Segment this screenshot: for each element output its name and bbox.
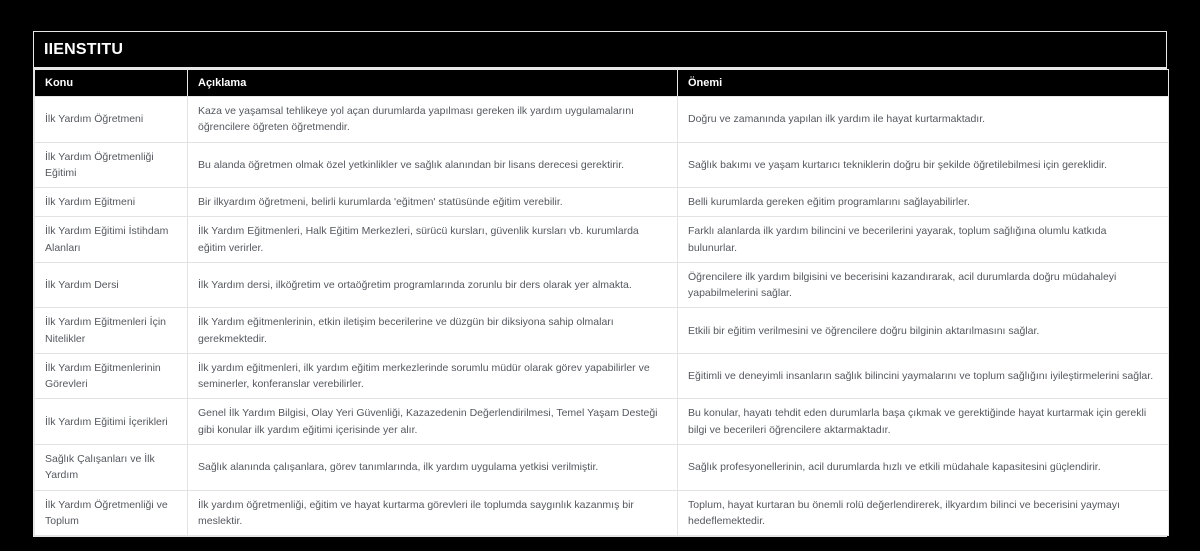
cell-konu: İlk Yardım Eğitmeni xyxy=(35,188,188,217)
cell-aciklama: İlk Yardım Eğitmenleri, Halk Eğitim Merkezleri, sürücü kursları, güvenlik kursları vb. kurumlarda eğitim verirler. xyxy=(188,217,678,263)
cell-konu: İlk Yardım Öğretmenliği ve Toplum xyxy=(35,490,188,536)
cell-onemi: Sağlık bakımı ve yaşam kurtarıcı tekniklerin doğru bir şekilde öğretilebilmesi için gereklidir. xyxy=(678,142,1169,188)
cell-konu: İlk Yardım Eğitmenleri İçin Nitelikler xyxy=(35,308,188,354)
table-panel xyxy=(33,31,1167,537)
cell-onemi: Farklı alanlarda ilk yardım bilincini ve becerilerini yayarak, toplum sağlığına olumlu katkıda bulunurlar. xyxy=(678,217,1169,263)
table-row xyxy=(35,353,1169,399)
table-row xyxy=(35,188,1169,217)
cell-aciklama: Bir ilkyardım öğretmeni, belirli kurumlarda 'eğitmen' statüsünde eğitim verebilir. xyxy=(188,188,678,217)
column-header-aciklama: Açıklama xyxy=(188,70,678,97)
table-title: IIENSTITU xyxy=(34,32,1166,69)
column-header-konu: Konu xyxy=(35,70,188,97)
info-table xyxy=(34,69,1169,536)
cell-aciklama: Sağlık alanında çalışanlara, görev tanımlarında, ilk yardım uygulama yetkisi verilmiştir. xyxy=(188,444,678,490)
column-header-onemi: Önemi xyxy=(678,70,1169,97)
cell-onemi: Sağlık profesyonellerinin, acil durumlarda hızlı ve etkili müdahale kapasitesini güçlendirir. xyxy=(678,444,1169,490)
cell-konu: İlk Yardım Dersi xyxy=(35,262,188,308)
table-row xyxy=(35,399,1169,445)
cell-konu: İlk Yardım Eğitimi İstihdam Alanları xyxy=(35,217,188,263)
table-row xyxy=(35,97,1169,143)
cell-aciklama: Kaza ve yaşamsal tehlikeye yol açan durumlarda yapılması gereken ilk yardım uygulamalarını öğrencilere öğreten öğretmendir. xyxy=(188,97,678,143)
table-row xyxy=(35,217,1169,263)
cell-aciklama: İlk Yardım eğitmenlerinin, etkin iletişim becerilerine ve düzgün bir diksiyona sahip olmaları gerekmektedir. xyxy=(188,308,678,354)
table-row xyxy=(35,142,1169,188)
cell-onemi: Bu konular, hayatı tehdit eden durumlarla başa çıkmak ve gerektiğinde hayat kurtarmak için gerekli bilgi ve becerileri öğrencilere aktarmaktadır. xyxy=(678,399,1169,445)
cell-onemi: Doğru ve zamanında yapılan ilk yardım ile hayat kurtarmaktadır. xyxy=(678,97,1169,143)
cell-konu: İlk Yardım Eğitmenlerinin Görevleri xyxy=(35,353,188,399)
cell-aciklama: Bu alanda öğretmen olmak özel yetkinlikler ve sağlık alanından bir lisans derecesi gerektirir. xyxy=(188,142,678,188)
cell-onemi: Toplum, hayat kurtaran bu önemli rolü değerlendirerek, ilkyardım bilinci ve becerisini yaymayı hedeflemektedir. xyxy=(678,490,1169,536)
table-row xyxy=(35,444,1169,490)
cell-aciklama: İlk Yardım dersi, ilköğretim ve ortaöğretim programlarında zorunlu bir ders olarak yer almakta. xyxy=(188,262,678,308)
table-row xyxy=(35,490,1169,536)
cell-konu: İlk Yardım Eğitimi İçerikleri xyxy=(35,399,188,445)
cell-aciklama: İlk yardım öğretmenliği, eğitim ve hayat kurtarma görevleri ile toplumda saygınlık kazanmış bir meslektir. xyxy=(188,490,678,536)
cell-aciklama: Genel İlk Yardım Bilgisi, Olay Yeri Güvenliği, Kazazedenin Değerlendirilmesi, Temel Yaşam Desteği gibi konular ilk yardım eğitimi içerisinde yer alır. xyxy=(188,399,678,445)
cell-onemi: Eğitimli ve deneyimli insanların sağlık bilincini yaymalarını ve toplum sağlığını iyileştirmelerini sağlar. xyxy=(678,353,1169,399)
cell-konu: İlk Yardım Öğretmenliği Eğitimi xyxy=(35,142,188,188)
cell-onemi: Etkili bir eğitim verilmesini ve öğrencilere doğru bilginin aktarılmasını sağlar. xyxy=(678,308,1169,354)
table-row xyxy=(35,308,1169,354)
table-row xyxy=(35,262,1169,308)
cell-onemi: Belli kurumlarda gereken eğitim programlarını sağlayabilirler. xyxy=(678,188,1169,217)
cell-onemi: Öğrencilere ilk yardım bilgisini ve becerisini kazandırarak, acil durumlarda doğru müdahaleyi yapabilmelerini sağlar. xyxy=(678,262,1169,308)
cell-konu: Sağlık Çalışanları ve İlk Yardım xyxy=(35,444,188,490)
header-row xyxy=(35,70,1169,97)
cell-aciklama: İlk yardım eğitmenleri, ilk yardım eğitim merkezlerinde sorumlu müdür olarak görev yapabilirler ve seminerler, konferanslar verebilirler. xyxy=(188,353,678,399)
cell-konu: İlk Yardım Öğretmeni xyxy=(35,97,188,143)
